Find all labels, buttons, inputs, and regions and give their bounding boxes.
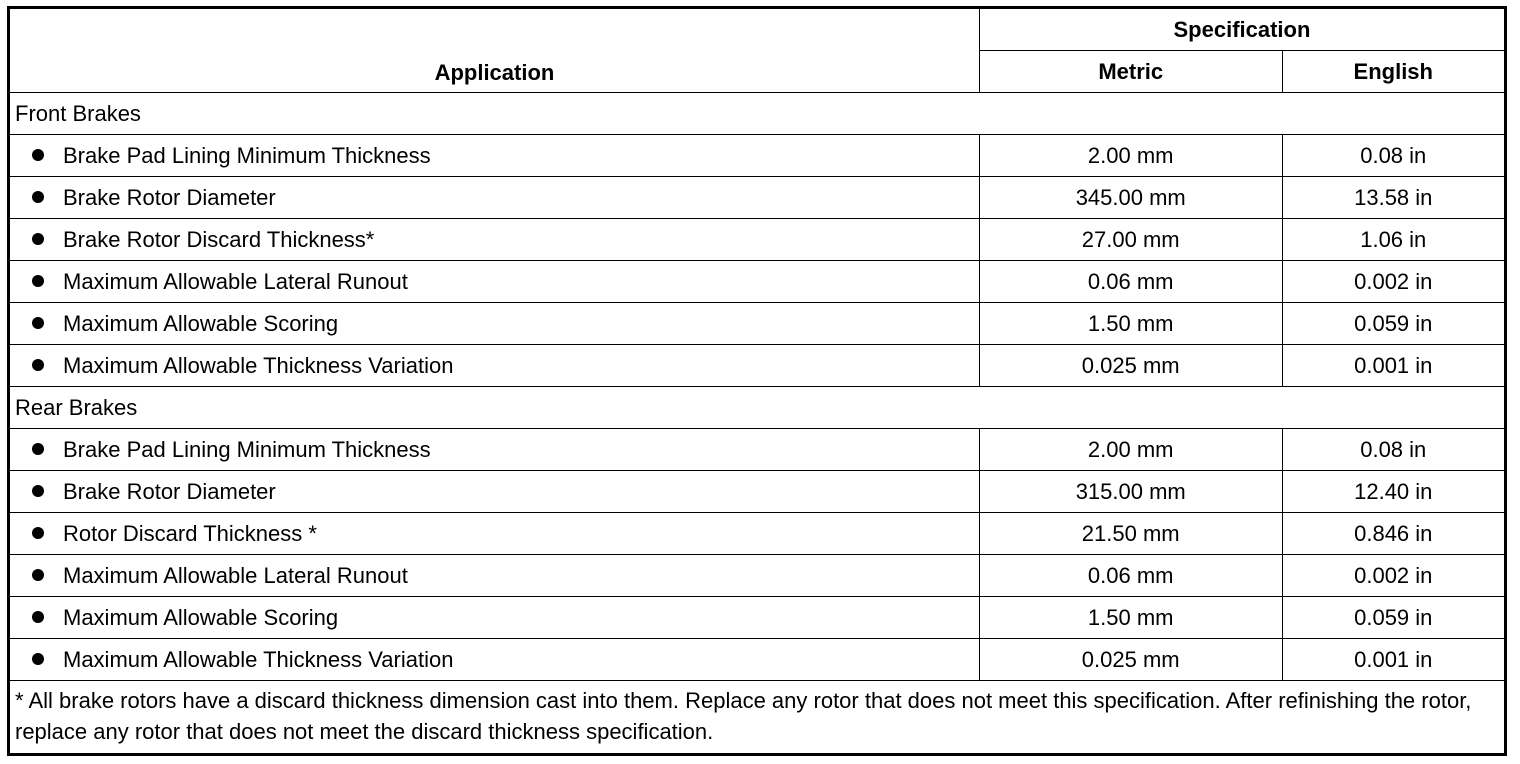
- row-label: Maximum Allowable Lateral Runout: [63, 268, 408, 294]
- bullet-icon: [32, 485, 44, 497]
- bullet-icon: [32, 317, 44, 329]
- metric-value: 1.50 mm: [979, 597, 1282, 639]
- bullet-icon: [32, 233, 44, 245]
- bullet-icon: [32, 275, 44, 287]
- row-label: Maximum Allowable Lateral Runout: [63, 562, 408, 588]
- row-label: Brake Pad Lining Minimum Thickness: [63, 436, 431, 462]
- english-value: 0.002 in: [1282, 261, 1505, 303]
- english-value: 1.06 in: [1282, 219, 1505, 261]
- row-label: Maximum Allowable Thickness Variation: [63, 352, 454, 378]
- specification-header: Specification: [979, 8, 1505, 51]
- english-value: 0.059 in: [1282, 597, 1505, 639]
- metric-value: 0.025 mm: [979, 639, 1282, 681]
- metric-header: Metric: [979, 51, 1282, 93]
- bullet-icon: [32, 569, 44, 581]
- table-row: [9, 261, 1506, 303]
- table-row: [9, 429, 1506, 471]
- metric-value: 27.00 mm: [979, 219, 1282, 261]
- metric-value: 0.06 mm: [979, 261, 1282, 303]
- english-value: 0.059 in: [1282, 303, 1505, 345]
- bullet-icon: [32, 191, 44, 203]
- footnote: * All brake rotors have a discard thickness dimension cast into them. Replace any rotor that does not meet this specification. After refinishing the rotor, replace any rotor that does not meet the discard thickness specification.: [9, 681, 1506, 755]
- metric-value: 0.06 mm: [979, 555, 1282, 597]
- section-title-front-brakes: Front Brakes: [9, 93, 1506, 135]
- table-row: [9, 597, 1506, 639]
- english-value: 0.002 in: [1282, 555, 1505, 597]
- bullet-icon: [32, 527, 44, 539]
- metric-value: 315.00 mm: [979, 471, 1282, 513]
- metric-value: 2.00 mm: [979, 429, 1282, 471]
- section-row: [9, 387, 1506, 429]
- row-label: Maximum Allowable Thickness Variation: [63, 646, 454, 672]
- metric-value: 21.50 mm: [979, 513, 1282, 555]
- english-value: 12.40 in: [1282, 471, 1505, 513]
- table-row: [9, 345, 1506, 387]
- metric-value: 345.00 mm: [979, 177, 1282, 219]
- row-label: Maximum Allowable Scoring: [63, 604, 339, 630]
- table-row: [9, 303, 1506, 345]
- bullet-icon: [32, 653, 44, 665]
- table-row: [9, 639, 1506, 681]
- row-label: Brake Pad Lining Minimum Thickness: [63, 142, 431, 168]
- english-value: 0.001 in: [1282, 345, 1505, 387]
- bullet-icon: [32, 443, 44, 455]
- row-label: Maximum Allowable Scoring: [63, 310, 339, 336]
- section-row: [9, 93, 1506, 135]
- application-header: Application: [9, 8, 980, 93]
- row-label: Brake Rotor Diameter: [63, 478, 276, 504]
- english-value: 0.846 in: [1282, 513, 1505, 555]
- table-row: [9, 513, 1506, 555]
- metric-value: 0.025 mm: [979, 345, 1282, 387]
- row-label: Rotor Discard Thickness *: [63, 520, 317, 546]
- table-row: [9, 135, 1506, 177]
- table-row: [9, 555, 1506, 597]
- metric-value: 1.50 mm: [979, 303, 1282, 345]
- row-label: Brake Rotor Diameter: [63, 184, 276, 210]
- table-row: [9, 471, 1506, 513]
- bullet-icon: [32, 611, 44, 623]
- row-label: Brake Rotor Discard Thickness*: [63, 226, 375, 252]
- section-title-rear-brakes: Rear Brakes: [9, 387, 1506, 429]
- metric-value: 2.00 mm: [979, 135, 1282, 177]
- english-value: 0.001 in: [1282, 639, 1505, 681]
- bullet-icon: [32, 359, 44, 371]
- table-row: [9, 219, 1506, 261]
- english-value: 0.08 in: [1282, 135, 1505, 177]
- brake-specification-table: [7, 6, 1507, 756]
- english-value: 13.58 in: [1282, 177, 1505, 219]
- table-row: [9, 177, 1506, 219]
- bullet-icon: [32, 149, 44, 161]
- english-value: 0.08 in: [1282, 429, 1505, 471]
- english-header: English: [1282, 51, 1505, 93]
- footnote-row: [9, 681, 1506, 755]
